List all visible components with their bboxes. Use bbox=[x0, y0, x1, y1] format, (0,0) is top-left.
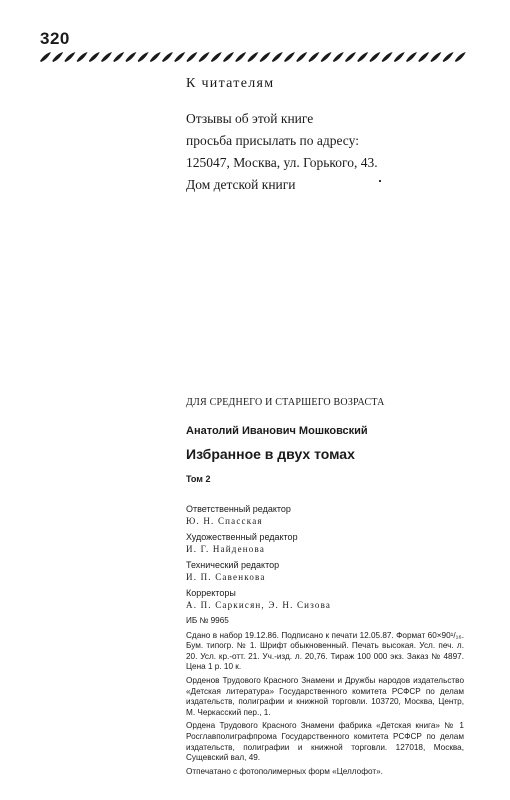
production-details: Сдано в набор 19.12.86. Подписано к печати 12.05.87. Формат 60×90¹/₁₆. Бум. типогр. № 1. Шрифт обыкновенный. Печать высокая. Усл. печ. л. 20. Усл. кр.-отт. 21. Уч.-изд. л. 20,76. Тираж 100 000 экз. Заказ № 4897. Цена 1 р. 10 к. bbox=[186, 630, 464, 672]
imprint-block bbox=[186, 616, 464, 780]
address-line: Отзывы об этой книге bbox=[186, 111, 314, 126]
book-title: Избранное в двух томах bbox=[186, 446, 355, 462]
credit-names: И. Г. Найденова bbox=[186, 544, 266, 554]
publisher-info: Орденов Трудового Красного Знамени и Дружбы народов издательство «Детская литература» Государственного комитета РСФСР по делам издательств, полиграфии и книжной торговли. 103720, Москва, Центр, М. Черкасский пер., 1. bbox=[186, 675, 464, 717]
credit-group bbox=[186, 559, 331, 583]
volume-label: Том 2 bbox=[186, 474, 211, 484]
credit-group bbox=[186, 587, 331, 611]
address-line: 125047, Москва, ул. Горького, 43. bbox=[186, 155, 378, 170]
credit-names: Ю. Н. Спасская bbox=[186, 516, 263, 526]
to-readers-heading: К читателям bbox=[186, 76, 275, 91]
credit-group bbox=[186, 531, 331, 555]
address-line: просьба присылать по адресу: bbox=[186, 133, 359, 148]
credit-group bbox=[186, 503, 331, 527]
page-number: 320 bbox=[40, 29, 70, 48]
audience-label: ДЛЯ СРЕДНЕГО И СТАРШЕГО ВОЗРАСТА bbox=[186, 397, 385, 408]
credit-names: И. П. Савенкова bbox=[186, 572, 266, 582]
credit-names: А. П. Саркисян, Э. Н. Сизова bbox=[186, 600, 332, 610]
author-name: Анатолий Иванович Мошковский bbox=[186, 425, 368, 437]
feedback-address-block bbox=[186, 108, 378, 196]
printer-info: Ордена Трудового Красного Знамени фабрика «Детская книга» № 1 Росглавполиграфпрома Государственного комитета РСФСР по делам издательств, полиграфии и книжной торговли. 127018, Москва, Сущевский вал, 49. bbox=[186, 721, 464, 763]
print-speck bbox=[379, 180, 381, 182]
editorial-credits bbox=[186, 503, 331, 615]
credit-role: Ответственный редактор bbox=[186, 504, 291, 514]
print-note: Отпечатано с фотополимерных форм «Целлофот». bbox=[186, 766, 383, 776]
credit-role: Технический редактор bbox=[186, 560, 280, 570]
decorative-border-ornament bbox=[38, 50, 466, 64]
ib-number: ИБ № 9965 bbox=[186, 616, 229, 625]
credit-role: Корректоры bbox=[186, 588, 236, 598]
credit-role: Художественный редактор bbox=[186, 532, 298, 542]
address-line: Дом детской книги bbox=[186, 177, 296, 192]
